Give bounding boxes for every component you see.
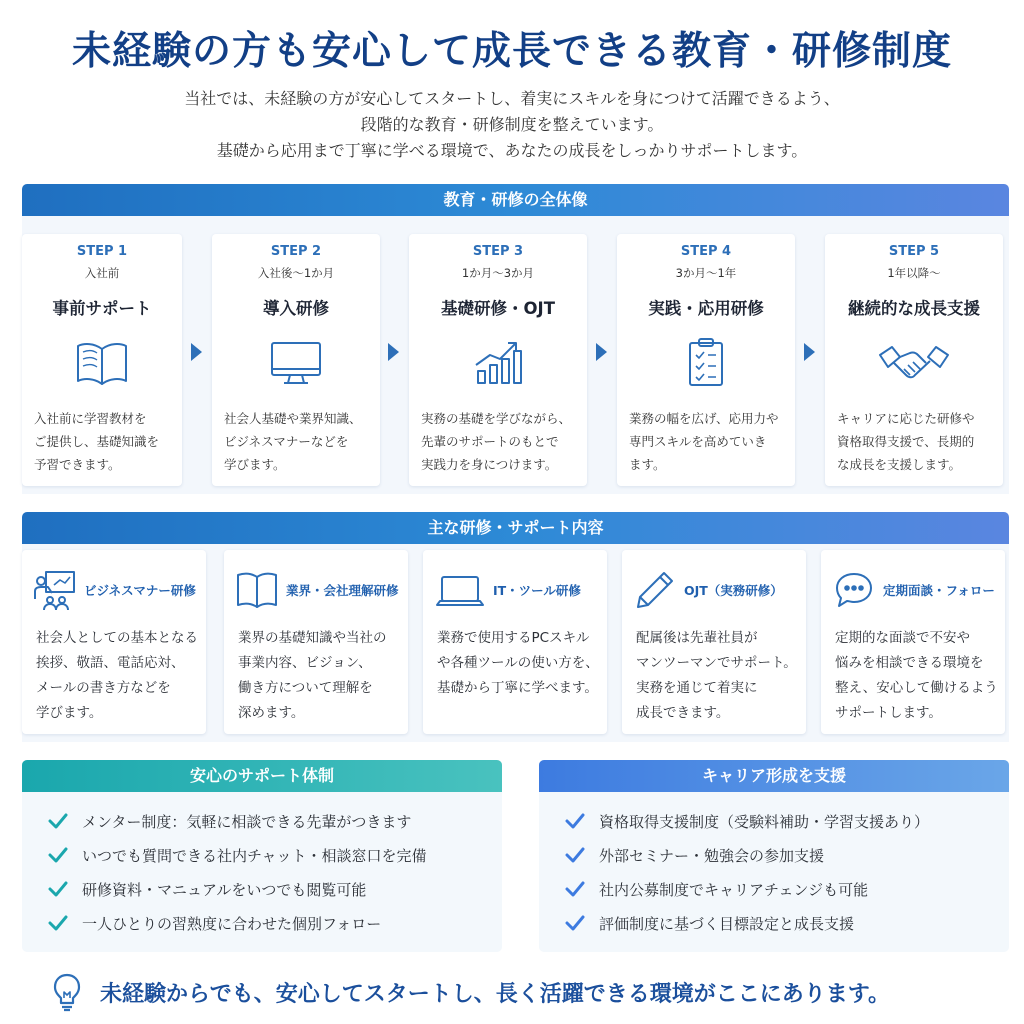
- training-label: OJT（実務研修）: [684, 583, 783, 598]
- footer-message: [52, 970, 890, 1014]
- step-name: 基礎研修・OJT: [441, 299, 555, 318]
- step-card: [409, 234, 587, 486]
- list-item: [48, 804, 502, 838]
- list-item: [48, 906, 502, 940]
- step-arrow-icon: [804, 343, 815, 361]
- desc-line: 先輩のサポートのもとで: [421, 434, 559, 449]
- training-description: [636, 626, 797, 726]
- intro-text: [0, 86, 1024, 164]
- step-description: [825, 407, 1003, 476]
- list-item-text: 資格取得支援制度（受験料補助・学習支援あり）: [599, 812, 930, 831]
- handshake-icon: [886, 337, 942, 389]
- desc-line: 専門スキルを高めていき: [629, 434, 767, 449]
- desc-line: キャリアに応じた研修や: [837, 411, 975, 426]
- training-label: 業界・会社理解研修: [286, 583, 399, 598]
- training-card-header: [236, 568, 402, 612]
- check-icon: [48, 847, 68, 863]
- desc-line: や各種ツールの使い方を、: [437, 655, 599, 671]
- list-item: [565, 906, 1009, 940]
- desc-line: 業界の基礎知識や当社の: [238, 630, 387, 646]
- monitor-icon: [268, 337, 324, 389]
- desc-line: 実務の基礎を学びながら、: [421, 411, 572, 426]
- career-panel: [539, 792, 1009, 952]
- step-description: [22, 407, 182, 476]
- list-item: [565, 804, 1009, 838]
- step-period: 入社後〜1か月: [257, 266, 335, 280]
- desc-line: 学びます。: [36, 705, 103, 721]
- list-item-text: 研修資料・マニュアルをいつでも閲覧可能: [82, 880, 367, 899]
- step-arrow-icon: [596, 343, 607, 361]
- step-name: 継続的な成長支援: [848, 299, 980, 318]
- check-icon: [565, 847, 585, 863]
- desc-line: 挨拶、敬語、電話応対、: [36, 655, 185, 671]
- desc-line: 整え、安心して働けるよう: [835, 680, 998, 696]
- desc-line: 業務で使用するPCスキル: [437, 630, 590, 646]
- growth-chart-icon: [470, 337, 526, 389]
- training-card: [622, 550, 806, 734]
- training-card-header: [34, 568, 200, 612]
- career-list: [539, 792, 1009, 940]
- desc-line: 社会人としての基本となる: [36, 630, 198, 646]
- training-card-header: [833, 568, 999, 612]
- training-description: [835, 626, 998, 726]
- desc-line: 学びます。: [224, 457, 286, 472]
- step-period: 入社前: [84, 266, 120, 280]
- step-name: 事前サポート: [52, 299, 152, 318]
- desc-line: 入社前に学習教材を: [34, 411, 147, 426]
- clipboard-icon: [678, 337, 734, 389]
- step-name: 導入研修: [263, 299, 329, 318]
- support-heading: 安心のサポート体制: [22, 760, 502, 792]
- page-title: 未経験の方も安心して成長できる教育・研修制度: [71, 29, 952, 74]
- training-description: [238, 626, 387, 726]
- desc-line: 働き方について理解を: [238, 680, 373, 696]
- step-description: [617, 407, 795, 476]
- lightbulb-icon: [52, 972, 82, 1012]
- desc-line: 業務の幅を広げ、応用力や: [629, 411, 779, 426]
- training-heading: 主な研修・サポート内容: [22, 512, 1009, 544]
- career-heading: キャリア形成を支援: [539, 760, 1009, 792]
- step-card: [617, 234, 795, 486]
- step-card: [22, 234, 182, 486]
- intro-line: 基礎から応用まで丁寧に学べる環境で、あなたの成長をしっかりサポートします。: [216, 141, 808, 160]
- desc-line: な成長を支援します。: [837, 457, 962, 472]
- desc-line: 予習できます。: [34, 457, 121, 472]
- training-label: 定期面談・フォロー: [883, 583, 995, 598]
- laptop-icon: [435, 569, 485, 611]
- check-icon: [565, 915, 585, 931]
- step-number: STEP 4: [680, 244, 732, 259]
- desc-line: 成長できます。: [636, 705, 730, 721]
- training-card: [821, 550, 1005, 734]
- desc-line: 資格取得支援で、長期的: [837, 434, 975, 449]
- check-icon: [565, 813, 585, 829]
- training-label: IT・ツール研修: [493, 583, 581, 598]
- desc-line: 実務を通じて着実に: [636, 680, 758, 696]
- step-arrow-icon: [388, 343, 399, 361]
- check-icon: [48, 813, 68, 829]
- desc-line: 基礎から丁寧に学べます。: [437, 680, 598, 696]
- step-description: [212, 407, 380, 476]
- intro-line: 当社では、未経験の方が安心してスタートし、着実にスキルを身につけて活躍できるよう、: [184, 89, 840, 108]
- step-period: 3か月〜1年: [675, 266, 737, 280]
- list-item-text: 外部セミナー・勉強会の参加支援: [599, 846, 825, 865]
- training-card-header: [634, 568, 800, 612]
- step-period: 1か月〜3か月: [461, 266, 535, 280]
- list-item: [48, 838, 502, 872]
- list-item-text: 社内公募制度でキャリアチェンジも可能: [599, 880, 869, 899]
- list-item-text: 評価制度に基づく目標設定と成長支援: [599, 914, 855, 933]
- step-card: [825, 234, 1003, 486]
- step-period: 1年以降〜: [887, 266, 941, 280]
- list-item: [48, 872, 502, 906]
- desc-line: ます。: [629, 457, 666, 472]
- check-icon: [48, 881, 68, 897]
- list-item-text: メンター制度：気軽に相談できる先輩がつきます: [82, 812, 412, 831]
- check-icon: [565, 881, 585, 897]
- desc-line: 社会人基礎や業界知識、: [224, 411, 362, 426]
- step-number: STEP 2: [270, 244, 322, 259]
- step-card: [212, 234, 380, 486]
- list-item-text: いつでも質問できる社内チャット・相談窓口を完備: [82, 846, 427, 865]
- intro-line: 段階的な教育・研修制度を整えています。: [360, 115, 664, 134]
- desc-line: 深めます。: [238, 705, 305, 721]
- desc-line: マンツーマンでサポート。: [636, 655, 797, 671]
- step-number: STEP 5: [888, 244, 940, 259]
- training-description: [36, 626, 198, 726]
- list-item: [565, 872, 1009, 906]
- step-number: STEP 3: [472, 244, 524, 259]
- training-card: [22, 550, 206, 734]
- desc-line: サポートします。: [835, 705, 942, 721]
- chat-bubble-icon: [833, 569, 875, 611]
- training-label: ビジネスマナー研修: [84, 583, 196, 598]
- book-icon: [74, 337, 130, 389]
- step-arrow-icon: [191, 343, 202, 361]
- training-card: [423, 550, 607, 734]
- support-panel: [22, 792, 502, 952]
- training-description: [437, 626, 599, 701]
- desc-line: 悩みを相談できる環境を: [835, 655, 984, 671]
- footer-text: 未経験からでも、安心してスタートし、長く活躍できる環境がここにあります。: [100, 981, 891, 1007]
- desc-line: メールの書き方などを: [36, 680, 171, 696]
- list-item-text: 一人ひとりの習熟度に合わせた個別フォロー: [82, 914, 382, 933]
- overview-heading: 教育・研修の全体像: [22, 184, 1009, 216]
- step-name: 実践・応用研修: [648, 299, 764, 318]
- training-card: [224, 550, 408, 734]
- support-list: [22, 792, 502, 940]
- desc-line: 実践力を身につけます。: [421, 457, 558, 472]
- training-card-header: [435, 568, 601, 612]
- desc-line: ビジネスマナーなどを: [224, 434, 349, 449]
- desc-line: ご提供し、基礎知識を: [34, 434, 160, 449]
- presentation-icon: [34, 569, 76, 611]
- check-icon: [48, 915, 68, 931]
- desc-line: 定期的な面談で不安や: [835, 630, 970, 646]
- desc-line: 配属後は先輩社員が: [636, 630, 758, 646]
- pencil-icon: [634, 569, 676, 611]
- list-item: [565, 838, 1009, 872]
- open-book-icon: [236, 569, 278, 611]
- desc-line: 事業内容、ビジョン、: [238, 655, 372, 671]
- step-number: STEP 1: [76, 244, 128, 259]
- step-description: [409, 407, 587, 476]
